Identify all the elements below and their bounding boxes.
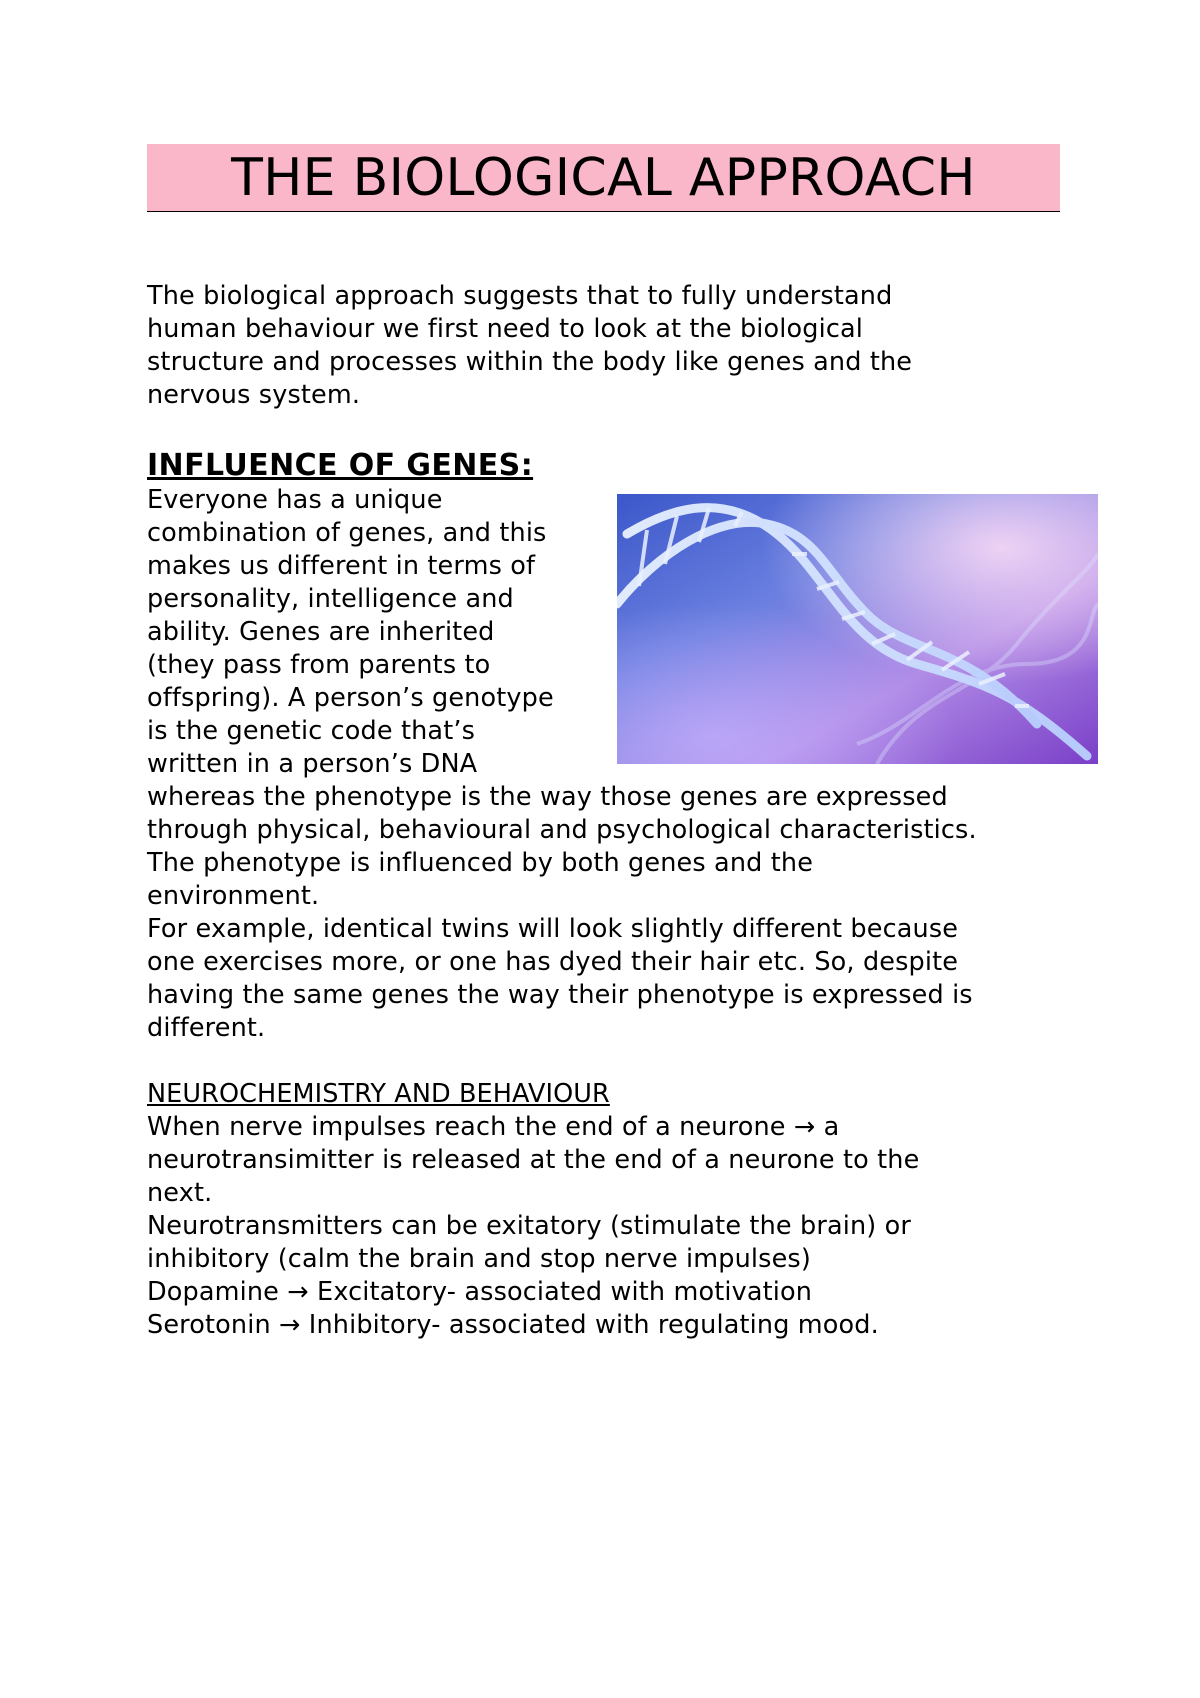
genes-line: environment.: [147, 881, 320, 911]
intro-paragraph: [147, 280, 1072, 412]
genes-paragraph-wrapped: [147, 484, 617, 781]
neuro-line: neurotransimitter is released at the end of a neurone to the: [147, 1145, 920, 1175]
intro-line: human behaviour we first need to look at the biological: [147, 314, 864, 344]
intro-line: The biological approach suggests that to fully understand: [147, 281, 893, 311]
genes-line: makes us different in terms of: [147, 551, 536, 581]
neuro-line: inhibitory (calm the brain and stop nerve impulses): [147, 1244, 811, 1274]
title-banner: [147, 144, 1060, 212]
neuro-line: next.: [147, 1178, 213, 1208]
page-title: THE BIOLOGICAL APPROACH: [231, 148, 976, 208]
genes-line: For example, identical twins will look slightly different because: [147, 914, 959, 944]
genes-line: The phenotype is influenced by both genes and the: [147, 848, 814, 878]
genes-line: through physical, behavioural and psychological characteristics.: [147, 815, 977, 845]
genes-line: offspring). A person’s genotype: [147, 683, 554, 713]
neuro-line: Dopamine → Excitatory- associated with motivation: [147, 1277, 813, 1307]
genes-line: (they pass from parents to: [147, 650, 491, 680]
dna-helix-image: [617, 494, 1098, 764]
neuro-line: When nerve impulses reach the end of a neurone → a: [147, 1112, 840, 1142]
genes-line: is the genetic code that’s: [147, 716, 476, 746]
genes-heading: INFLUENCE OF GENES:: [147, 448, 534, 483]
genes-line: personality, intelligence and: [147, 584, 514, 614]
genes-line: whereas the phenotype is the way those genes are expressed: [147, 782, 948, 812]
genes-line: having the same genes the way their phenotype is expressed is: [147, 980, 973, 1010]
genes-line: different.: [147, 1013, 266, 1043]
genes-line: Everyone has a unique: [147, 485, 443, 515]
neuro-line: Serotonin → Inhibitory- associated with regulating mood.: [147, 1310, 879, 1340]
genes-line: written in a person’s DNA: [147, 749, 478, 779]
neuro-heading: NEUROCHEMISTRY AND BEHAVIOUR: [147, 1079, 610, 1109]
genes-line: ability. Genes are inherited: [147, 617, 495, 647]
intro-line: structure and processes within the body like genes and the: [147, 347, 913, 377]
neuro-line: Neurotransmitters can be exitatory (stimulate the brain) or: [147, 1211, 912, 1241]
genes-line: combination of genes, and this: [147, 518, 547, 548]
intro-line: nervous system.: [147, 380, 361, 410]
genes-paragraph-continued: [147, 781, 1072, 1045]
neuro-paragraph: [147, 1111, 1072, 1342]
genes-line: one exercises more, or one has dyed their hair etc. So, despite: [147, 947, 959, 977]
